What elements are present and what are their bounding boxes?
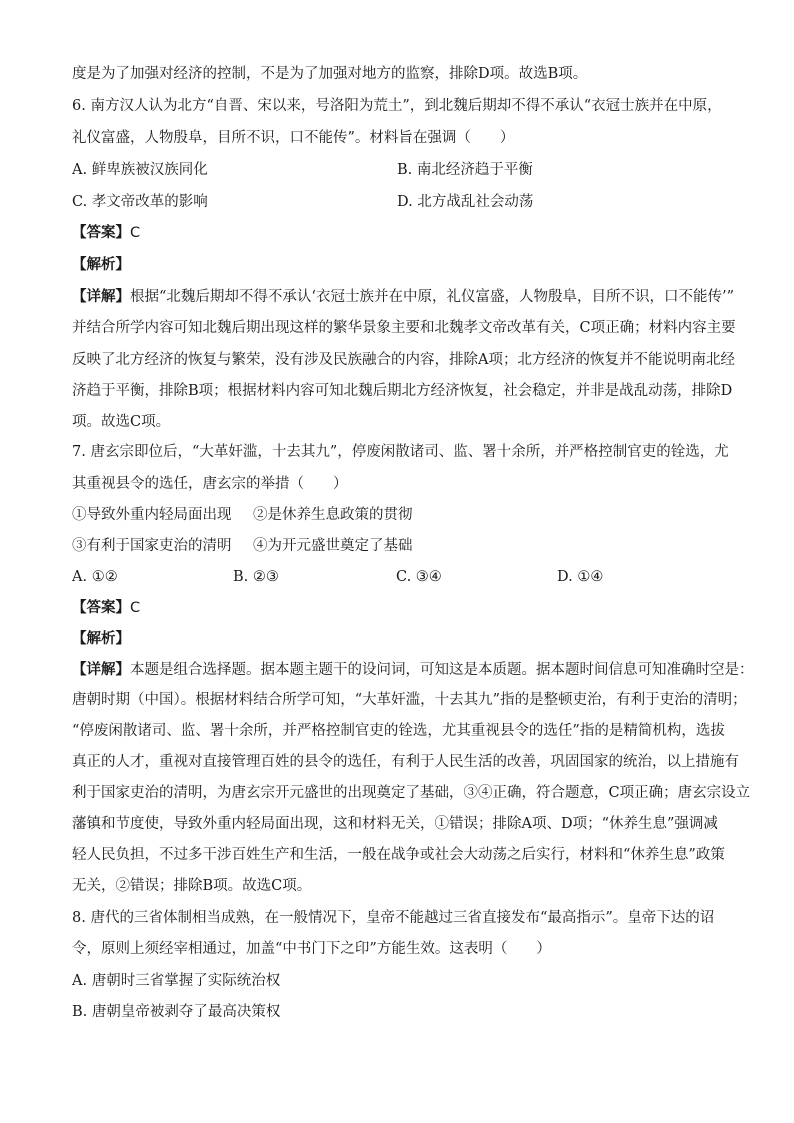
q7-detail-line-5: 利于国家吏治的清明，为唐玄宗开元盛世的出现奠定了基础，③④正确，符合题意，C项正确；唐玄宗设立 [72, 785, 751, 801]
q7-detail-line-6: 藩镇和节度使，导致外重内轻局面出现，这和材料无关，①错误；排除A项、D项；“休养生息”强调减 [72, 816, 718, 832]
q7-answer-value: C [130, 600, 141, 616]
q7-stem-line-1: 7. 唐玄宗即位后，“大革奸滥，十去其九”，停废闲散诸司、监、署十余所，并严格控制官吏的铨选，尤 [72, 444, 729, 460]
q7-detail-line-8: 无关，②错误；排除B项。故选C项。 [72, 878, 312, 894]
q7-detail-line-1 [72, 660, 754, 680]
q6-detail-line-5: 项。故选C项。 [72, 414, 171, 430]
q6-detail-line-4: 济趋于平衡，排除B项；根据材料内容可知北魏后期北方经济恢复，社会稳定，并非是战乱动荡，排除D [72, 383, 733, 399]
carry-over-text: 度是为了加强对经济的控制，不是为了加强对地方的监察，排除D项。故选B项。 [72, 66, 588, 82]
q7-item-4: ④为开元盛世奠定了基础 [253, 538, 413, 554]
q6-detail-line-3: 反映了北方经济的恢复与繁荣，没有涉及民族融合的内容，排除A项；北方经济的恢复并不能说明南北经 [72, 352, 735, 368]
q7-detail-text-1: 本题是组合选择题。据本题主题干的设问词，可知这是本质题。据本题时间信息可知准确时空是： [130, 662, 754, 678]
q6-stem-line-1: 6. 南方汉人认为北方“自晋、宋以来，号洛阳为荒土”，到北魏后期却不得不承认“衣冠士族并在中原， [72, 98, 722, 114]
q7-stem-line-2: 其重视县令的选任，唐玄宗的举措（ ） [72, 476, 348, 492]
q7-option-d: D. ①④ [557, 569, 604, 585]
q7-option-a: A. ①② [72, 569, 118, 585]
q6-answer-value: C [130, 225, 141, 241]
q8-stem-line-1: 8. 唐代的三省体制相当成熟，在一般情况下，皇帝不能越过三省直接发布“最高指示”。皇帝下达的诏 [72, 910, 715, 926]
q7-item-2: ②是休养生息政策的贯彻 [253, 507, 413, 523]
q6-option-a: A. 鲜卑族被汉族同化 [72, 162, 208, 178]
q8-option-b: B. 唐朝皇帝被剥夺了最高决策权 [72, 1004, 281, 1020]
q6-option-d: D. 北方战乱社会动荡 [397, 194, 534, 210]
q6-answer-tag: 【答案】 [72, 225, 130, 241]
q7-option-b: B. ②③ [233, 569, 279, 585]
q7-item-3: ③有利于国家吏治的清明 [72, 538, 232, 554]
q6-detail-tag: 【详解】 [72, 289, 130, 305]
q7-option-c: C. ③④ [396, 569, 442, 585]
q7-analysis-tag-line [72, 629, 722, 649]
q8-option-a: A. 唐朝时三省掌握了实际统治权 [72, 973, 281, 989]
q6-detail-line-2: 并结合所学内容可知北魏后期出现这样的繁华景象主要和北魏孝文帝改革有关，C项正确；材料内容主要 [72, 320, 736, 336]
q7-detail-line-3: “停废闲散诸司、监、署十余所，并严格控制官吏的铨选，尤其重视县令的选任”指的是精简机构，选拔 [72, 723, 725, 739]
q6-analysis-tag-line [72, 255, 722, 275]
q6-stem-line-2: 礼仪富盛，人物殷阜，目所不识，口不能传”。材料旨在强调（ ） [72, 130, 515, 146]
q8-stem-line-2: 令，原则上须经宰相通过，加盖“中书门下之印”方能生效。这表明（ ） [72, 941, 551, 957]
q7-detail-line-7: 轻人民负担，不过多干涉百姓生产和生活，一般在战争或社会大动荡之后实行，材料和“休养生息”政策 [72, 847, 725, 863]
q7-answer-line [72, 598, 722, 618]
q7-detail-line-4: 真正的人才，重视对直接管理百姓的县令的选任，有利于人民生活的改善，巩固国家的统治，以上措施有 [72, 754, 739, 770]
q7-detail-tag: 【详解】 [72, 662, 130, 678]
q6-detail-line-1 [72, 287, 735, 307]
q6-option-b: B. 南北经济趋于平衡 [397, 162, 533, 178]
q7-detail-line-2: 唐朝时期（中国）。根据材料结合所学可知，“大革奸滥，十去其九”指的是整顿吏治，有利于吏治的清明； [72, 692, 747, 708]
q6-analysis-tag: 【解析】 [72, 257, 130, 273]
q6-option-c: C. 孝文帝改革的影响 [72, 194, 208, 210]
q7-answer-tag: 【答案】 [72, 600, 130, 616]
q6-answer-line [72, 223, 722, 243]
q7-analysis-tag: 【解析】 [72, 631, 130, 647]
q6-detail-text-1: 根据“北魏后期却不得不承认‘衣冠士族并在中原，礼仪富盛，人物殷阜，目所不识，口不能传’” [130, 289, 735, 305]
q7-item-1: ①导致外重内轻局面出现 [72, 507, 232, 523]
